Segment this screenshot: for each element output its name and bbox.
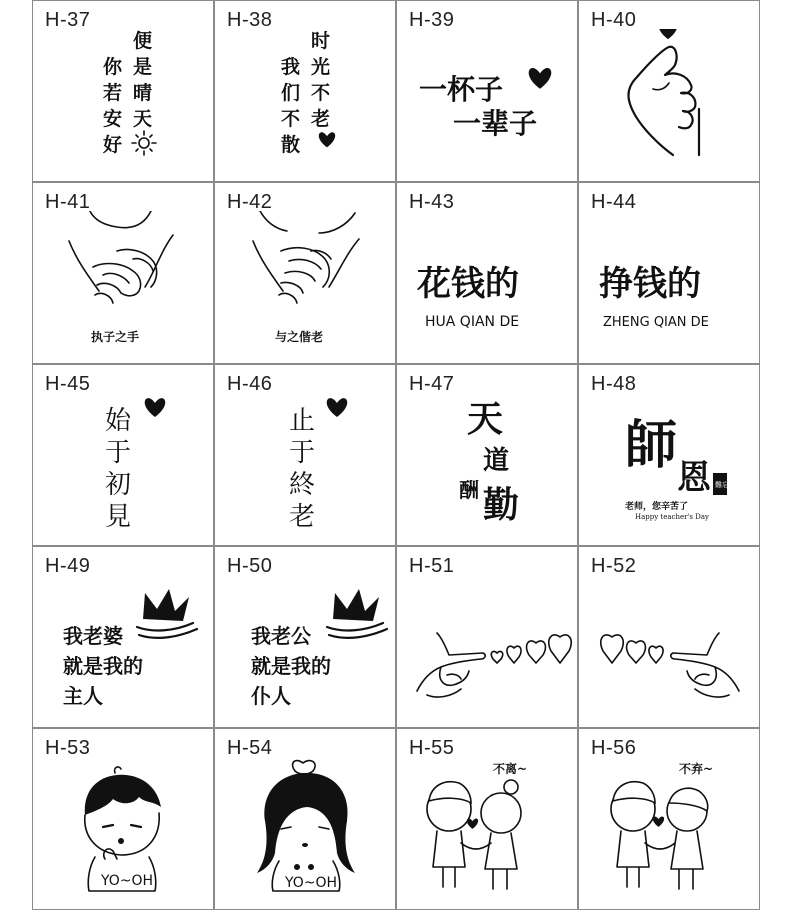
design-tile[interactable]	[578, 0, 760, 182]
heart-icon	[467, 819, 478, 829]
poem-char: 安	[103, 108, 123, 130]
caption-text: 与之偕老	[275, 330, 324, 344]
girl-cartoon-art	[215, 757, 396, 909]
finger-gun-hearts-art	[579, 575, 760, 727]
design-code: H-54	[227, 737, 273, 759]
design-code: H-51	[409, 555, 455, 577]
poem-char: 見	[105, 502, 132, 532]
poem-char: 们	[281, 82, 301, 104]
calligraphy-char: 天	[467, 398, 504, 440]
poem-column-right	[133, 29, 152, 130]
poem-char: 于	[289, 438, 316, 468]
pinyin-text: HUA QIAN DE	[425, 314, 520, 330]
design-tile[interactable]	[396, 182, 578, 364]
poem-char: 我	[281, 56, 301, 78]
vertical-text-art	[215, 29, 396, 181]
poem-char: 晴	[133, 82, 153, 104]
poem-char: 老	[289, 502, 316, 532]
poem-char: 若	[103, 82, 123, 104]
design-code: H-55	[409, 737, 455, 759]
crown-text-art	[215, 575, 396, 727]
design-tile[interactable]	[396, 546, 578, 728]
design-tile[interactable]	[396, 0, 578, 182]
design-tile[interactable]	[396, 364, 578, 546]
poem-char: 不	[281, 108, 301, 130]
design-code: H-48	[591, 373, 637, 395]
design-code: H-49	[45, 555, 91, 577]
design-code: H-45	[45, 373, 91, 395]
poem-column-left	[102, 55, 123, 156]
boy-cartoon-art	[33, 757, 214, 909]
vertical-text-art	[215, 393, 396, 545]
design-tile[interactable]	[214, 364, 396, 546]
design-tile[interactable]	[214, 0, 396, 182]
heart-icon	[319, 132, 335, 147]
design-code: H-37	[45, 9, 91, 31]
poem-char: 好	[103, 134, 123, 156]
design-tile[interactable]	[578, 728, 760, 910]
heart-icon	[145, 398, 166, 417]
finger-heart-icon	[579, 29, 760, 181]
heart-icon	[327, 398, 348, 417]
vertical-text-art	[33, 393, 214, 545]
calligraphy-char: 恩	[677, 458, 711, 498]
design-code: H-50	[227, 555, 273, 577]
calligraphy-art	[397, 393, 578, 545]
design-code: H-40	[591, 9, 637, 31]
line-text: 我老公	[251, 624, 311, 648]
design-code: H-39	[409, 9, 455, 31]
title-text: 挣钱的	[599, 264, 701, 304]
poem-char: 时	[311, 30, 331, 52]
design-code: H-38	[227, 9, 273, 31]
heart-icon	[529, 68, 552, 89]
design-tile[interactable]	[578, 546, 760, 728]
design-tile[interactable]	[32, 0, 214, 182]
line-text: 一杯子	[419, 73, 504, 106]
seal-text: 難忘	[715, 481, 729, 489]
vertical-text-art	[33, 29, 214, 181]
design-tile[interactable]	[396, 728, 578, 910]
holding-hands-art	[215, 211, 396, 363]
poem-char: 始	[105, 406, 132, 436]
shirt-text: YO~OH	[285, 875, 338, 891]
text-art	[397, 211, 578, 363]
product-grid	[32, 0, 760, 910]
poem-char: 是	[133, 56, 153, 78]
design-tile[interactable]	[32, 728, 214, 910]
poem-char: 光	[311, 56, 331, 78]
heart-icon	[653, 817, 664, 827]
line-text: 我老婆	[63, 624, 123, 648]
design-code: H-46	[227, 373, 273, 395]
design-tile[interactable]	[578, 182, 760, 364]
design-code: H-47	[409, 373, 455, 395]
poem-char: 終	[289, 470, 316, 500]
calligraphy-char: 道	[483, 446, 510, 476]
pinyin-text: ZHENG QIAN DE	[603, 315, 709, 330]
design-code: H-52	[591, 555, 637, 577]
caption-text: 执子之手	[91, 330, 140, 344]
english-text: Happy teacher's Day	[635, 513, 709, 521]
finger-gun-hearts-art	[397, 575, 578, 727]
calligraphy-art	[579, 393, 760, 545]
design-code: H-56	[591, 737, 637, 759]
crown-text-art	[33, 575, 214, 727]
crown-icon	[327, 589, 387, 638]
poem-char: 止	[289, 406, 316, 436]
crown-icon	[137, 589, 197, 638]
design-tile[interactable]	[214, 728, 396, 910]
sun-icon	[132, 131, 156, 155]
poem-char: 便	[133, 30, 153, 52]
text-art	[579, 211, 760, 363]
calligraphy-char: 酬	[459, 478, 479, 502]
holding-hands-art	[33, 211, 214, 363]
poem-char: 散	[281, 134, 301, 156]
calligraphy-char: 勤	[483, 484, 520, 526]
design-tile[interactable]	[214, 546, 396, 728]
poem-char: 不	[311, 82, 331, 104]
text-art	[397, 29, 578, 181]
line-text: 就是我的	[63, 654, 143, 678]
poem-char: 天	[133, 108, 153, 130]
calligraphy-char: 師	[625, 415, 678, 476]
line-text: 仆人	[251, 684, 291, 708]
speech-text: 不离~	[493, 762, 528, 776]
design-tile[interactable]	[32, 364, 214, 546]
couple-cartoon-art	[397, 757, 578, 909]
line-text: 就是我的	[251, 654, 331, 678]
line-text: 主人	[63, 684, 103, 708]
couple-cartoon-art	[579, 757, 760, 909]
design-tile[interactable]	[578, 364, 760, 546]
subtitle-text: 老师，您辛苦了	[625, 502, 689, 512]
design-code: H-43	[409, 191, 455, 213]
design-tile[interactable]	[32, 182, 214, 364]
design-tile[interactable]	[32, 546, 214, 728]
design-code: H-44	[591, 191, 637, 213]
poem-char: 于	[105, 438, 132, 468]
title-text: 花钱的	[417, 264, 519, 304]
poem-char: 你	[103, 56, 123, 78]
line-text: 一辈子	[453, 107, 538, 140]
shirt-text: YO~OH	[101, 873, 154, 889]
design-tile[interactable]	[214, 182, 396, 364]
poem-char: 初	[105, 470, 132, 500]
speech-text: 不弃~	[679, 762, 714, 776]
poem-char: 老	[311, 108, 331, 130]
design-code: H-41	[45, 191, 91, 213]
design-code: H-42	[227, 191, 273, 213]
design-code: H-53	[45, 737, 91, 759]
